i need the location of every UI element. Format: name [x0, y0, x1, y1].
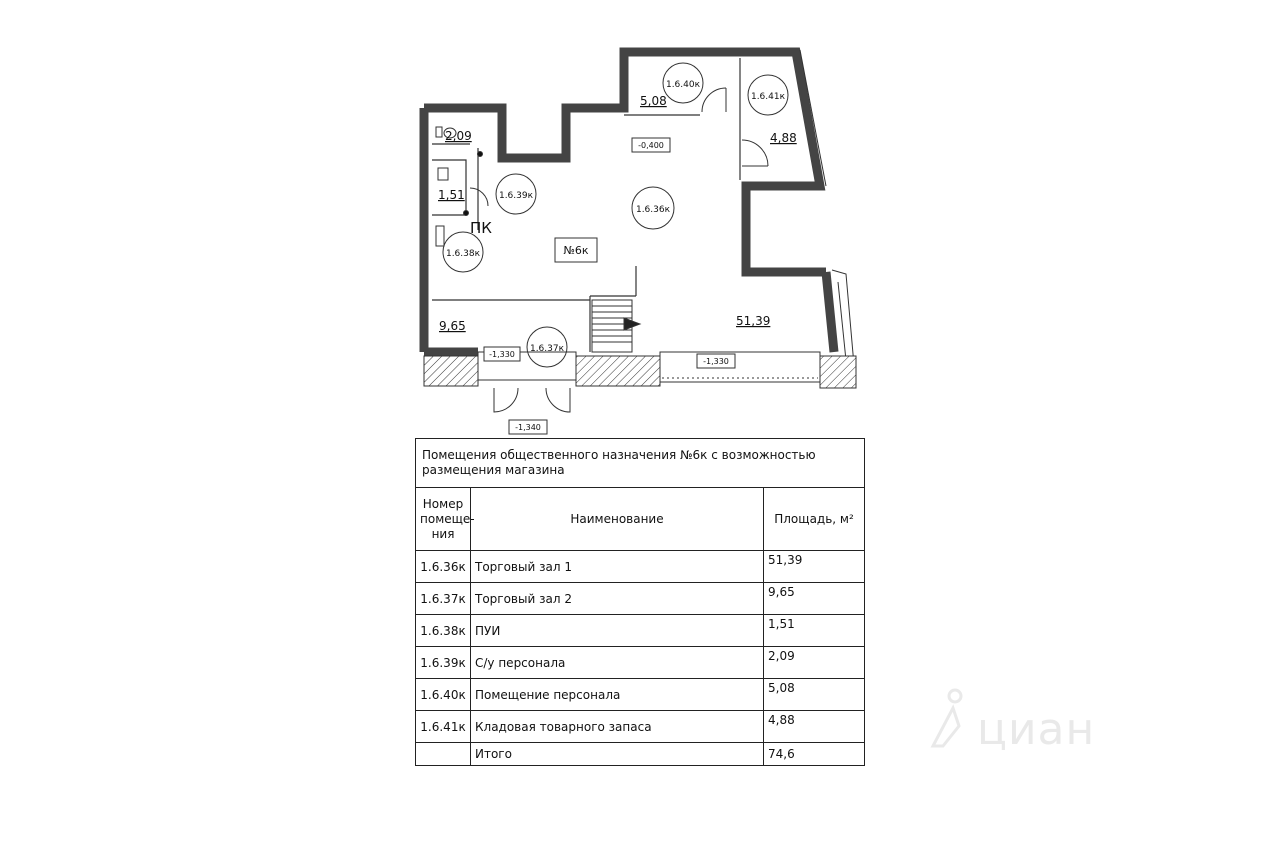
level-right-entry: -1,330: [703, 357, 729, 366]
row-number: 1.6.36к: [416, 551, 471, 583]
watermark-text: циан: [977, 704, 1096, 755]
row-number: 1.6.38к: [416, 615, 471, 647]
row-name: Помещение персонала: [471, 679, 764, 711]
row-area: 51,39: [764, 551, 865, 583]
cian-watermark: [925, 686, 1145, 776]
header-number: Номер помеще- ния: [416, 488, 471, 551]
unit-label: №6к: [563, 244, 589, 257]
table-title: Помещения общественного назначения №6к с возможностью размещения магазина: [416, 439, 865, 488]
room-id-41: 1.6.41к: [750, 92, 786, 102]
table-row: [416, 583, 865, 615]
table-row: [416, 647, 865, 679]
room-id-38: 1.6.38к: [445, 249, 481, 259]
header-name: Наименование: [471, 488, 764, 551]
pk-label: ПК: [470, 219, 492, 237]
row-area: 1,51: [764, 615, 865, 647]
room-id-36: 1.6.36к: [635, 205, 671, 215]
table-total-row: [416, 743, 865, 766]
rooms-table: [415, 438, 865, 766]
row-area: 2,09: [764, 647, 865, 679]
stairs: [592, 300, 640, 352]
total-label: Итого: [471, 743, 764, 766]
table-header-row: [416, 488, 865, 551]
table-row: [416, 615, 865, 647]
area-2-09: 2,09: [445, 129, 472, 143]
room-id-40: 1.6.40к: [665, 80, 701, 90]
table-row: [416, 551, 865, 583]
total-number: [416, 743, 471, 766]
level-outside: -1,340: [515, 423, 541, 432]
area-5-08: 5,08: [640, 94, 667, 108]
area-1-51: 1,51: [438, 188, 465, 202]
header-area: Площадь, м²: [764, 488, 865, 551]
area-4-88: 4,88: [770, 131, 797, 145]
room-id-39: 1.6.39к: [498, 191, 534, 201]
level-main: -0,400: [638, 141, 664, 150]
row-area: 5,08: [764, 679, 865, 711]
table-title-row: [416, 439, 865, 488]
table-row: [416, 711, 865, 743]
row-name: Торговый зал 2: [471, 583, 764, 615]
row-number: 1.6.39к: [416, 647, 471, 679]
room-id-37: 1.6.37к: [529, 344, 565, 354]
area-9-65: 9,65: [439, 319, 466, 333]
row-name: С/у персонала: [471, 647, 764, 679]
area-51-39: 51,39: [736, 314, 771, 328]
row-number: 1.6.40к: [416, 679, 471, 711]
row-number: 1.6.41к: [416, 711, 471, 743]
cian-logo-icon: [925, 686, 975, 756]
total-area: 74,6: [764, 743, 865, 766]
row-name: Торговый зал 1: [471, 551, 764, 583]
partitions: [432, 58, 740, 352]
row-area: 4,88: [764, 711, 865, 743]
row-name: Кладовая товарного запаса: [471, 711, 764, 743]
row-area: 9,65: [764, 583, 865, 615]
level-left-entry: -1,330: [489, 350, 515, 359]
table-row: [416, 679, 865, 711]
row-name: ПУИ: [471, 615, 764, 647]
row-number: 1.6.37к: [416, 583, 471, 615]
